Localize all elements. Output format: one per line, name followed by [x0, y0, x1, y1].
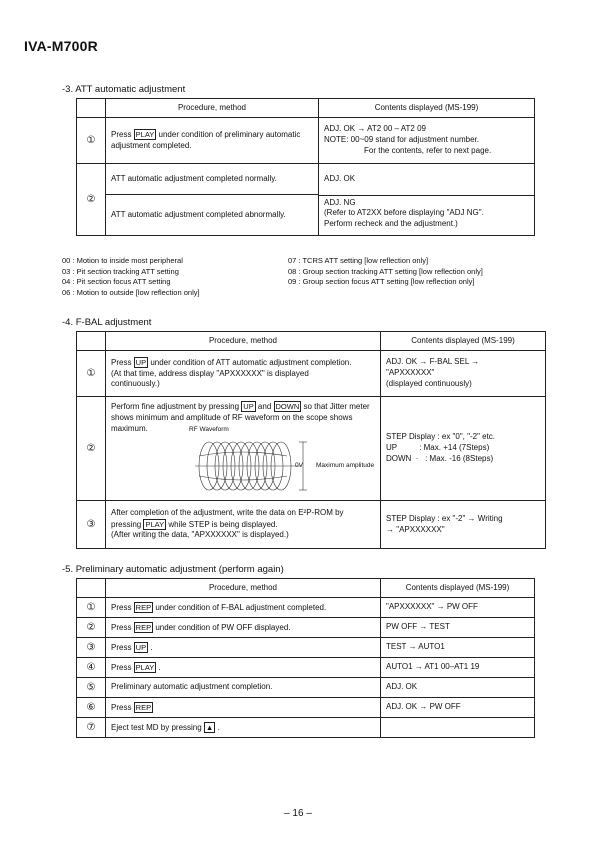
header-procedure: Procedure, method: [106, 332, 381, 351]
table-row: ③ Press UP . TEST → AUTO1: [77, 638, 535, 658]
up-key: UP: [135, 357, 147, 367]
table-row: ① Press REP under condition of F-BAL adjustment completed. "APXXXXXX" → PW OFF: [77, 598, 535, 618]
procedure-cell: Press PLAY under condition of preliminary automatic adjustment completed.: [106, 118, 319, 164]
att-adjustment-table: [76, 98, 535, 236]
up-key: UP: [243, 402, 254, 411]
step-number: ①: [77, 351, 106, 397]
header-contents: Contents displayed (MS-199): [381, 579, 535, 598]
table-row: ② Press REP under condition of PW OFF displayed. PW OFF → TEST: [77, 618, 535, 638]
up-key: UP: [135, 642, 147, 652]
rep-key: REP: [135, 602, 152, 612]
table-row: ④ Press PLAY . AUTO1 → AT1 00–AT1 19: [77, 658, 535, 678]
section-5-title: -5. Preliminary automatic adjustment (perform again): [62, 564, 284, 575]
table-row: ⑦ Eject test MD by pressing ▲ .: [77, 718, 535, 738]
procedure-cell: Perform fine adjustment by pressing UP and DOWN so that Jitter meter shows minimum and amplitude of RF waveform on the scope shows maximum. RF Waveform 0V Maximum amplitude: [106, 397, 381, 501]
contents-cell: ADJ. OK → AT2 00 – AT2 09 NOTE: 00~09 stand for adjustment number. For the contents, refer to next page.: [319, 118, 535, 164]
header-procedure: Procedure, method: [106, 99, 319, 118]
table-row: ⑤ Preliminary automatic adjustment completion. ADJ. OK: [77, 678, 535, 698]
step-number: ③: [77, 501, 106, 549]
step-number: ②: [77, 397, 106, 501]
procedure-cell: ATT automatic adjustment completed normally. ATT automatic adjustment completed abnormally.: [106, 164, 319, 236]
rf-waveform-label: RF Waveform: [189, 426, 229, 434]
contents-cell: ADJ. OK → F-BAL SEL → "APXXXXXX" (displayed continuously): [381, 351, 546, 397]
procedure-cell: Press UP under condition of ATT automatic adjustment completion. (At that time, address display "APXXXXXX" is displayed continuously.): [106, 351, 381, 397]
fbal-adjustment-table: [76, 331, 546, 549]
rep-key: REP: [135, 702, 152, 712]
zero-volt-label: 0V: [295, 462, 303, 470]
adjustment-number-legend-right: 07 : TCRS ATT setting [low reflection only] 08 : Group section tracking ATT setting [low reflection only] 09 : Group section focus ATT setting [low reflection only]: [288, 256, 483, 286]
table-row: ⑥ Press REP ADJ. OK → PW OFF: [77, 698, 535, 718]
procedure-cell: After completion of the adjustment, write the data on E²P-ROM by pressing PLAY while STEP is being displayed. (After writing the data, "APXXXXXX" is displayed.): [106, 501, 381, 549]
play-key: PLAY: [135, 130, 155, 140]
down-key: DOWN: [275, 402, 300, 411]
document-title: IVA-M700R: [24, 38, 98, 54]
step-number: ②: [77, 164, 106, 236]
contents-cell: STEP Display : ex "0", "-2" etc. UP : Max. +14 (7Steps) DOWN · : Max. -16 (8Steps): [381, 397, 546, 501]
header-procedure: Procedure, method: [106, 579, 381, 598]
page-number: – 16 –: [284, 808, 312, 819]
play-key: PLAY: [135, 662, 155, 672]
preliminary-adjustment-table: [76, 578, 535, 738]
play-key: PLAY: [145, 519, 165, 529]
rep-key: REP: [135, 622, 152, 632]
contents-cell: STEP Display : ex "-2" → Writing → "APXXXXXX": [381, 501, 546, 549]
header-contents: Contents displayed (MS-199): [381, 332, 546, 351]
adjustment-number-legend-left: 00 : Motion to inside most peripheral 03 : Pit section tracking ATT setting 04 : Pit section focus ATT setting 06 : Motion to outside [low reflection only]: [62, 256, 200, 297]
max-amplitude-label: Maximum amplitude: [316, 462, 375, 470]
section-3-title: -3. ATT automatic adjustment: [62, 84, 186, 95]
step-number: ①: [77, 118, 106, 164]
header-contents: Contents displayed (MS-199): [319, 99, 535, 118]
eject-key-icon: ▲: [205, 722, 214, 732]
section-4-title: -4. F-BAL adjustment: [62, 317, 152, 328]
contents-cell: ADJ. OK ADJ. NG (Refer to AT2XX before displaying "ADJ NG". Perform recheck and the adjustment.): [319, 164, 535, 236]
